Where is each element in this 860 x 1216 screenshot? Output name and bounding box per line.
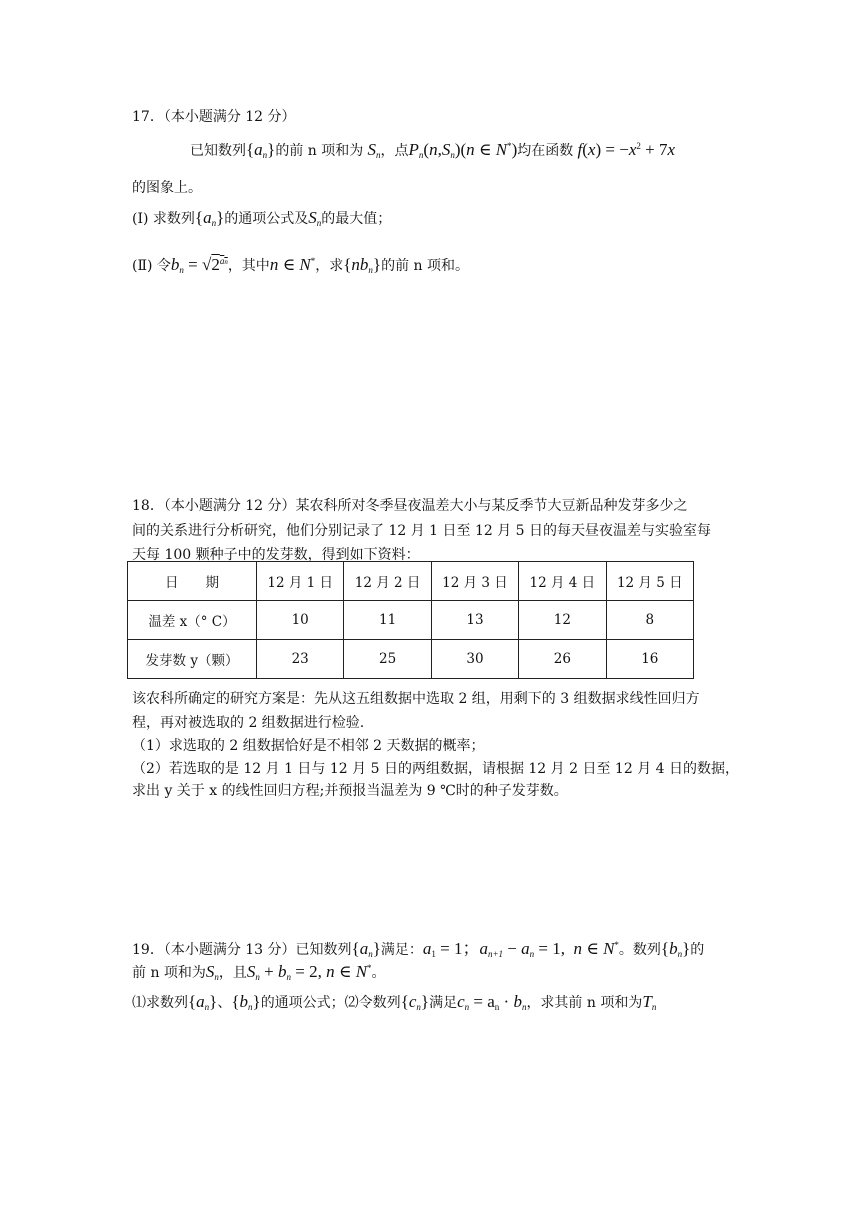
table-row <box>128 562 694 601</box>
formula-nbn: $\{nb_n\}$ <box>343 255 382 275</box>
q17-part1 <box>132 208 391 228</box>
formula-n-in-n: n ∈ N* <box>269 255 316 274</box>
table-cell: 13 <box>431 601 518 640</box>
q17-header: 17．（本小题满分 12 分） <box>132 109 296 125</box>
q17-text: 的前 n 项和。 <box>381 258 470 274</box>
q19-text: 的通项公式；⑵令数列 <box>260 995 401 1011</box>
q17-line2: 的图象上。 <box>132 180 202 196</box>
q17-text: 已知数列 <box>190 143 246 159</box>
table-cell: 8 <box>606 601 693 640</box>
q19-line3 <box>132 992 656 1012</box>
formula-sn: $S_n$ <box>363 140 381 160</box>
q19-text: 19．（本小题满分 13 分）已知数列 <box>132 942 352 958</box>
q17-text: (Ⅱ) 令 <box>132 258 171 274</box>
formula-sn-bn: $S_n + b_n = 2$, n ∈ N* <box>246 962 372 982</box>
q17-line1 <box>190 140 675 160</box>
table-cell: 30 <box>431 640 518 679</box>
q19-line1 <box>132 934 704 959</box>
table-cell: 11 <box>344 601 431 640</box>
formula-bn-set: $\{b_n\}$ <box>231 992 261 1012</box>
table-cell: 16 <box>606 640 693 679</box>
q18-plan2: 程，再对被选取的 2 组数据进行检验. <box>132 715 365 731</box>
formula-bn-set: $\{b_n\}$ <box>660 939 691 959</box>
q17-text: 的通项公式及 <box>224 211 309 227</box>
q19-text: 。 <box>371 965 386 981</box>
formula-point: $P_n(n,S_n)(n$ ∈ N*) <box>408 140 518 160</box>
q17-text: ，其中 <box>227 258 270 274</box>
table-cell: 12 月 5 日 <box>606 562 693 601</box>
q17-part2 <box>132 255 469 275</box>
formula-fx: $f(x) = -x^2 + 7x$ <box>577 140 675 159</box>
q18-plan1: 该农科所确定的研究方案是：先从这五组数据中选取 2 组，用剩下的 3 组数据求线性回归方 <box>132 691 700 707</box>
q18-sub1: （1）求选取的 2 组数据恰好是不相邻 2 天数据的概率； <box>132 738 485 754</box>
table-row <box>128 601 694 640</box>
formula-sn: $S_n$ <box>308 208 322 228</box>
q19-text: ，求其前 n 项和为 <box>526 995 643 1011</box>
table-cell: 12 月 2 日 <box>344 562 431 601</box>
table-cell: 25 <box>344 640 431 679</box>
formula-cn-set: $\{c_n\}$ <box>400 992 430 1012</box>
q17-text: (Ⅰ) 求数列 <box>132 211 195 227</box>
q17-text: 的前 n 项和为 <box>275 143 364 159</box>
formula-cn: $c_n = a_n \cdot b_n$ <box>457 992 527 1012</box>
formula-an: $\{a_n\}$ <box>194 208 225 228</box>
table-cell: 10 <box>257 601 344 640</box>
formula-an: $\{a_n\}$ <box>246 140 276 160</box>
q17-text: ，求 <box>315 258 344 274</box>
q19-text: 满足： <box>380 942 423 958</box>
q17-text: ，点 <box>380 143 409 159</box>
q19-text: 。数列 <box>618 942 661 958</box>
q18-sub2b: 求出 y 关于 x 的线性回归方程;并预报当温差为 9 ℃时的种子发芽数。 <box>132 783 568 799</box>
q17-text: 的最大值； <box>321 211 392 227</box>
table-cell: 23 <box>257 640 344 679</box>
q18-line2: 间的关系进行分析研究，他们分别记录了 12 月 1 日至 12 月 5 日的每天昼夜温差与实验室每 <box>132 523 712 539</box>
q19-text: 前 n 项和为 <box>132 965 206 981</box>
table-cell: 12 月 3 日 <box>431 562 518 601</box>
q17-text: 均在函数 <box>517 143 574 159</box>
table-cell: 发芽数 y（颗） <box>128 640 257 679</box>
formula-tn: $T_n$ <box>642 992 657 1012</box>
table-cell: 12 <box>519 601 606 640</box>
q19-text: 、 <box>217 995 232 1011</box>
table-cell: 日 期 <box>128 562 257 601</box>
q19-text: 满足 <box>429 995 458 1011</box>
data-table <box>127 561 694 679</box>
formula-sn: $S_n$ <box>205 962 219 982</box>
q19-text: ⑴求数列 <box>132 995 188 1011</box>
table-cell: 26 <box>519 640 606 679</box>
formula-an: $\{a_n\}$ <box>351 939 381 959</box>
q18-line3: 天每 100 颗种子中的发芽数，得到如下资料： <box>132 547 420 563</box>
q19-line2 <box>132 962 386 982</box>
table-row <box>128 640 694 679</box>
q19-text: 的 <box>690 942 705 958</box>
q18-sub2a: （2）若选取的是 12 月 1 日与 12 月 5 日的两组数据，请根据 12 月 2 日至 12 月 4 日的数据， <box>132 761 739 777</box>
q18-line1: 18．（本小题满分 12 分）某农科所对冬季昼夜温差大小与某反季节大豆新品种发芽多少之 <box>132 498 688 514</box>
table-cell: 温差 x（° C） <box>128 601 257 640</box>
table-cell: 12 月 1 日 <box>257 562 344 601</box>
table-cell: 12 月 4 日 <box>519 562 606 601</box>
formula-an: $\{a_n\}$ <box>188 992 218 1012</box>
formula-bn: $b_n = √2^{an}$ <box>170 255 228 275</box>
q19-text: ，且 <box>218 965 247 981</box>
formula-recurrence: $a_1 = 1$；$a_{n+1} - a_n = 1$, n ∈ N* <box>422 939 619 959</box>
